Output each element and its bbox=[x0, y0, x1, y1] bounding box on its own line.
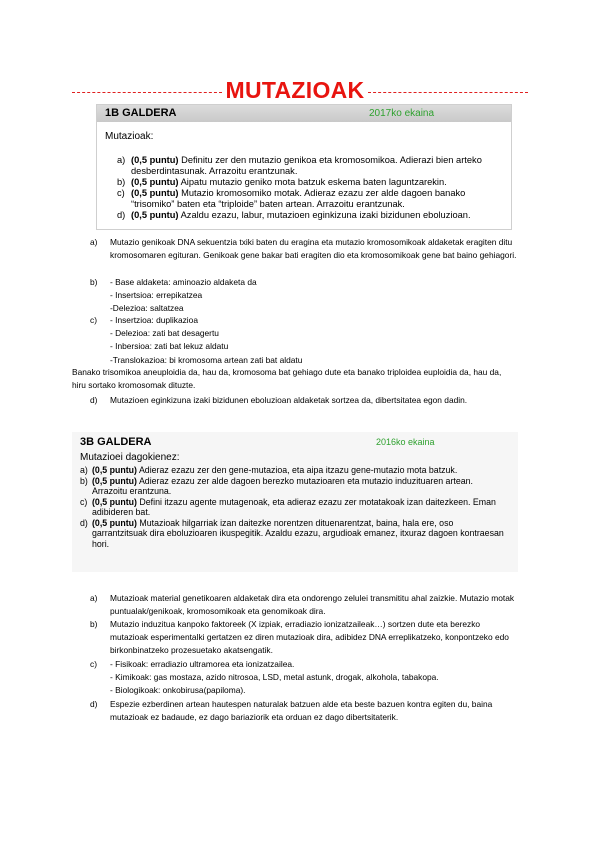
question-3-intro: Mutazioei dagokienez: bbox=[80, 452, 180, 463]
question-1-item-d: d) (0,5 puntu) Azaldu ezazu, labur, mutazioen eginkizuna izaki bizidunen eboluzioan. bbox=[117, 210, 471, 220]
answer-3-a: a) Mutazioak material genetikoaren aldaketak dira eta ondorengo zelulei transmititu ahal zaizkie. Mutazio motak puntualak/genikoak, kromosomikoak eta genomikoak dira. bbox=[90, 593, 515, 617]
question-1-date: 2017ko ekaina bbox=[369, 108, 435, 119]
question-1-intro: Mutazioak: bbox=[105, 131, 154, 142]
answer-1-a: a) Mutazio genikoak DNA sekuentzia txiki baten du eragina eta mutazio kromosomikoak aldaketak eragiten ditu kromosomaren egituran. Genikoak gene bakar bati eragiten dio eta kromosomikoak gene bat baino gehiagori. bbox=[90, 237, 517, 261]
answer-3-c: c) - Fisikoak: erradiazio ultramorea eta ionizatzailea. - Kimikoak: gas mostaza, azido nitrosoa, LSD, metal astunk, drogak, alkohola, tabakopa. - Biologikoak: onkobirusa(papiloma). bbox=[90, 659, 439, 696]
title-rule-left bbox=[72, 92, 222, 93]
question-1-box bbox=[96, 104, 512, 230]
question-1-heading: 1B GALDERA bbox=[105, 107, 177, 119]
question-1-item-c: c) (0,5 puntu) Mutazio kromosomiko motak. Adieraz ezazu zer alde dagoen banako “trisomiko” baten eta “triploide” baten artean. Arrazoitu erantzunak. bbox=[117, 188, 466, 209]
question-3-item-c: c) (0,5 puntu) Defini itzazu agente mutagenoak, eta adieraz ezazu zer motatakoak izan daitezkeen. Eman adibideren bat. bbox=[80, 496, 496, 517]
answer-1-trisomy: Banako trisomikoa aneuploidia da, hau da, kromosoma bat gehiago dute eta banako triploidea euploidia da, hau da, hiru sortako kromosomak dituzte. bbox=[72, 367, 502, 391]
answer-1-b: b) - Base aldaketa: aminoazio aldaketa da - Insertsioa: errepikatzea -Delezioa: saltatzea bbox=[90, 277, 257, 314]
question-1-header bbox=[97, 105, 511, 122]
question-3-heading: 3B GALDERA bbox=[80, 436, 152, 448]
question-1-item-b: b) (0,5 puntu) Aipatu mutazio geniko mota batzuk eskema baten laguntzarekin. bbox=[117, 177, 447, 187]
question-3-item-b: b) (0,5 puntu) Adieraz ezazu zer alde dagoen berezko mutazioaren eta mutazio induzituaren artean. Arrazoitu erantzuna. bbox=[80, 475, 473, 496]
question-3-list bbox=[80, 465, 510, 549]
answer-1-c: c) - Insertzioa: duplikazioa - Delezioa: zati bat desagertu - Inbersioa: zati bat lekuz aldatu -Translokazioa: bi kromosoma artean zati bat aldatu bbox=[90, 315, 303, 365]
question-3-date: 2016ko ekaina bbox=[376, 437, 435, 447]
answer-1-d: d) Mutazioen eginkizuna izaki bizidunen eboluzioan aldaketak sortzea da, dibertsitatea egon dadin. bbox=[90, 395, 468, 405]
title-rule-right bbox=[368, 92, 528, 93]
answer-3-b: b) Mutazio induzitua kanpoko faktoreek (X izpiak, erradiazio ionizatzaileak…) sortzen dute eta berezko mutazioak esperimentalki gertatzen ez diren mutazioak dira, adibidez DNA erreplikatzeko, konpontzeko edo birkonbinatzeko prozesuetako akatsengatik. bbox=[90, 619, 509, 656]
title-row bbox=[72, 76, 528, 104]
question-3-box bbox=[72, 432, 518, 572]
question-1-item-a: a) (0,5 puntu) Definitu zer den mutazio genikoa eta kromosomikoa. Adierazi bien arteko desberdintasunak. Arrazoitu erantzunak. bbox=[117, 155, 482, 176]
question-3-item-a: a) (0,5 puntu) Adieraz ezazu zer den gene-mutazioa, eta aipa itzazu gene-mutazio mota batzuk. bbox=[80, 465, 458, 475]
answer-3-d: d) Espezie ezberdinen artean hautespen naturalak batzuen alde eta beste bazuen kontra egiten du, baina mutazioak ez badaude, ez dago bariaziorik eta orduan ez dago dibertsitaterik. bbox=[90, 699, 493, 723]
page-title: MUTAZIOAK bbox=[225, 77, 365, 103]
question-3-item-d: d) (0,5 puntu) Mutazioak hilgarriak izan daitezke norentzen dituenarentzat, baina, hala ere, oso garrantzitsuak dira eboluzioaren ikuspegitik. Azaldu ezazu, argudioak emanez, itxuraz dagoen kontraesan hori. bbox=[80, 517, 504, 549]
question-1-list bbox=[117, 155, 505, 221]
